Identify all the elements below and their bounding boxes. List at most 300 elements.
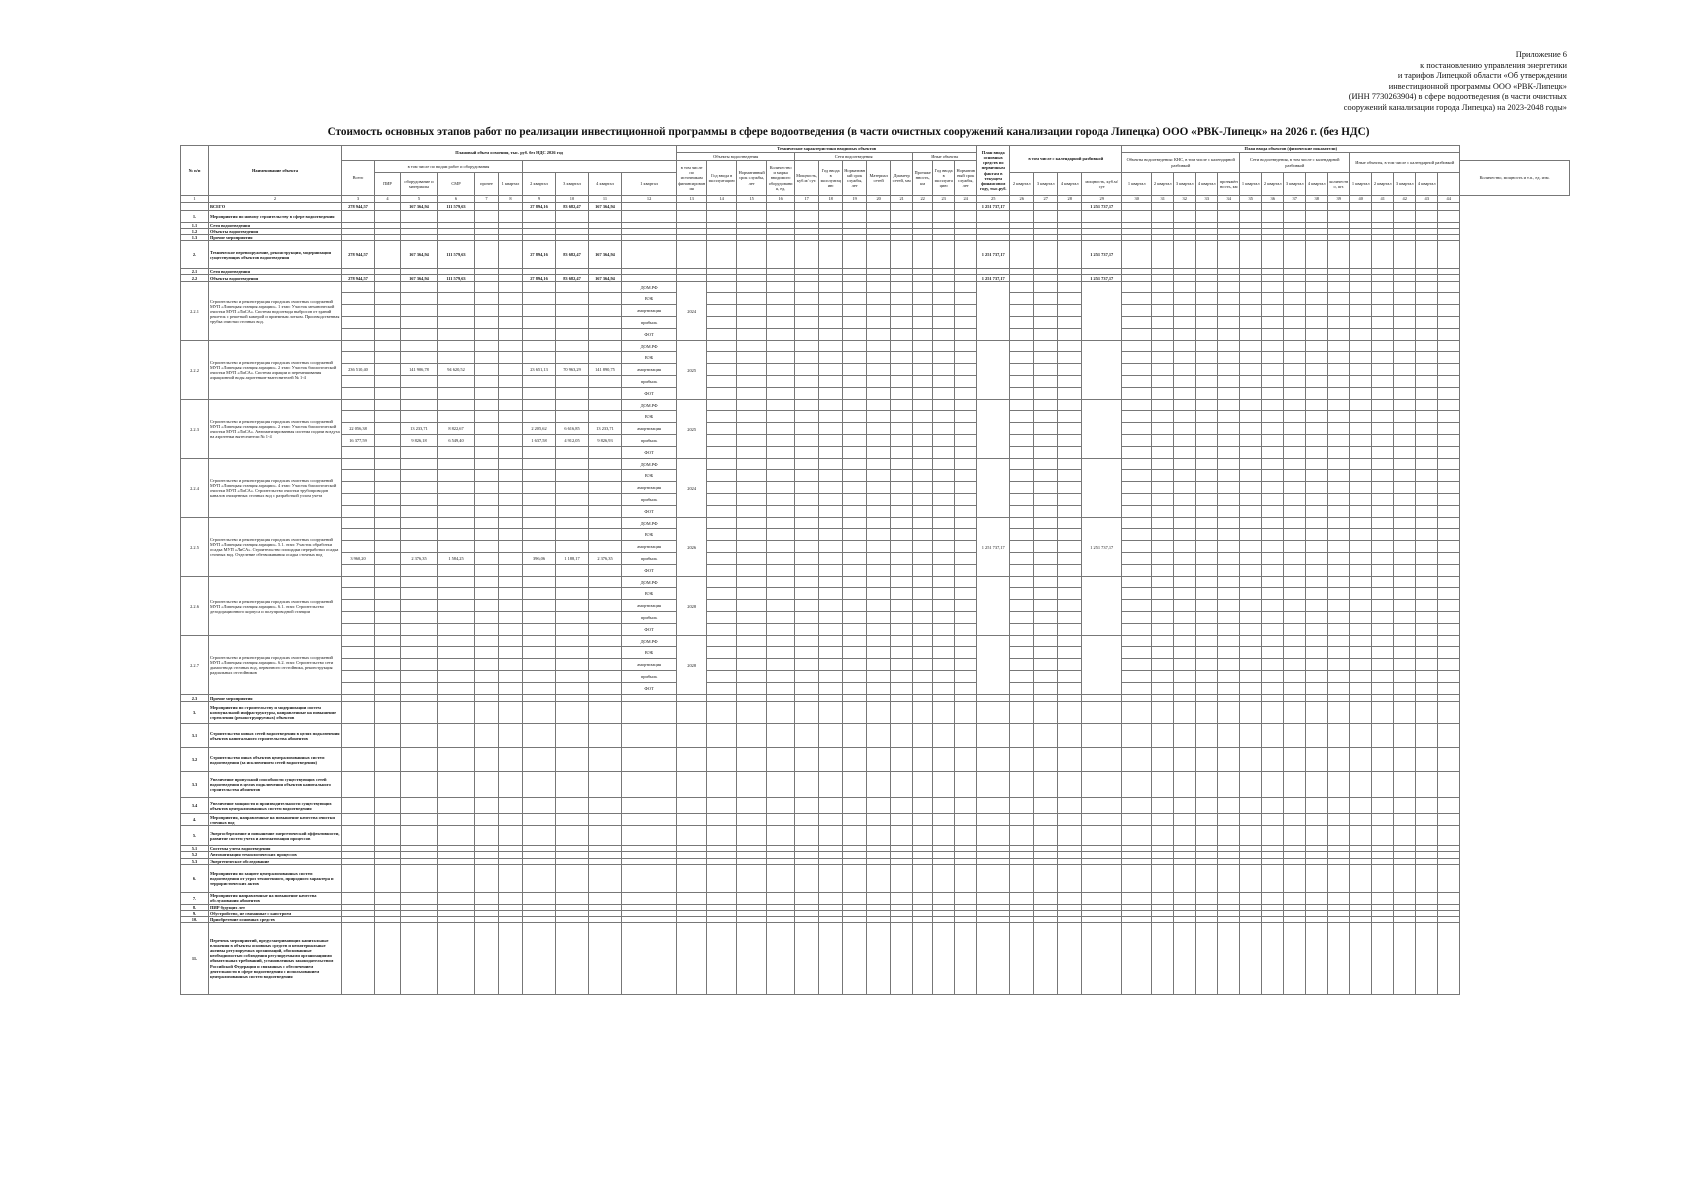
table-cell (475, 636, 499, 647)
table-cell (523, 724, 556, 748)
table-cell (401, 541, 438, 553)
table-cell (913, 482, 933, 494)
table-cell (1372, 772, 1394, 798)
table-cell (589, 612, 622, 624)
table-cell (499, 275, 523, 282)
table-cell (1328, 864, 1350, 892)
table-cell (1394, 541, 1416, 553)
table-cell (1284, 553, 1306, 565)
table-cell (1152, 364, 1174, 376)
table-cell (1034, 724, 1058, 748)
table-cell (1196, 659, 1218, 671)
source-label: амортизация (622, 423, 677, 435)
value-q4p: 1 251 737,17 (1082, 203, 1122, 211)
table-cell (475, 864, 499, 892)
table-cell (1438, 341, 1460, 352)
table-cell (977, 577, 1010, 636)
table-cell (438, 341, 475, 352)
table-cell (933, 647, 955, 659)
table-cell (1328, 624, 1350, 636)
table-cell (955, 798, 977, 814)
table-cell (1010, 293, 1034, 305)
value-total: 278 944,57 (342, 203, 375, 211)
table-cell (1034, 435, 1058, 447)
table-cell (1240, 494, 1262, 506)
table-cell (1394, 423, 1416, 435)
table-cell (955, 624, 977, 636)
table-cell (401, 282, 438, 293)
table-cell (1306, 482, 1328, 494)
table-cell (1174, 748, 1196, 772)
table-cell (1284, 922, 1306, 994)
table-cell (1058, 352, 1082, 364)
table-cell (375, 364, 401, 376)
table-cell (1284, 798, 1306, 814)
table-cell (737, 364, 767, 376)
table-cell (1034, 423, 1058, 435)
row-number: 1.3 (181, 235, 209, 241)
table-cell (1174, 553, 1196, 565)
table-cell (955, 241, 977, 269)
table-cell (891, 922, 913, 994)
table-cell (1394, 275, 1416, 282)
table-cell (1034, 636, 1058, 647)
table-cell (1372, 588, 1394, 600)
source-label: амортизация (622, 659, 677, 671)
table-cell (475, 565, 499, 577)
table-cell (499, 459, 523, 470)
table-cell (622, 241, 677, 269)
table-cell (1306, 600, 1328, 612)
table-cell (933, 203, 955, 211)
object-number: 2.2.4 (181, 459, 209, 518)
table-cell (1174, 293, 1196, 305)
table-cell (795, 702, 819, 724)
table-cell (342, 826, 375, 846)
table-cell (1152, 435, 1174, 447)
table-cell (1394, 647, 1416, 659)
table-cell (1262, 892, 1284, 904)
table-cell (1010, 577, 1034, 588)
row-number: 2.2 (181, 275, 209, 282)
table-cell (401, 317, 438, 329)
table-cell (1058, 529, 1082, 541)
table-cell (1152, 447, 1174, 459)
object-source-row (181, 636, 1570, 647)
table-cell (375, 275, 401, 282)
table-cell (913, 612, 933, 624)
table-cell (1218, 364, 1240, 376)
table-cell (475, 329, 499, 341)
table-cell (1262, 459, 1284, 470)
object-source-row (181, 282, 1570, 293)
table-cell (1174, 459, 1196, 470)
table-cell (1122, 329, 1152, 341)
table-cell (843, 724, 867, 748)
table-cell (955, 482, 977, 494)
table-cell (1034, 376, 1058, 388)
value-smr: 111 579,63 (438, 203, 475, 211)
table-cell (843, 600, 867, 612)
table-cell (955, 388, 977, 400)
table-cell (1438, 624, 1460, 636)
table-cell (933, 683, 955, 695)
object-name: Строительство и реконструкция городских очистных сооружений МУП «Липецкая станция аэрации». 1 этап: Участок механической очистки МУП «ЛиСА». Система водоотвода выбросов от зданий решеток с решеткой камерой и приемным лотком. Производственная трубка очистки сточных вод. (209, 282, 342, 341)
table-cell (1372, 506, 1394, 518)
table-cell (891, 814, 913, 826)
table-cell (499, 864, 523, 892)
object-source-row (181, 341, 1570, 352)
table-cell (955, 772, 977, 798)
table-cell (1174, 636, 1196, 647)
table-cell (795, 565, 819, 577)
row-name: Автоматизация технологических процессов (209, 852, 342, 858)
table-cell (523, 826, 556, 846)
table-cell (1152, 588, 1174, 600)
table-cell (955, 922, 977, 994)
table-cell (707, 702, 737, 724)
table-cell (1372, 671, 1394, 683)
header-smr: СМР (438, 173, 475, 196)
table-cell (1328, 695, 1350, 702)
table-cell (1010, 612, 1034, 624)
table-cell (499, 577, 523, 588)
table-cell (523, 293, 556, 305)
table-cell (342, 798, 375, 814)
table-cell (1350, 612, 1372, 624)
table-cell (1010, 553, 1034, 565)
table-cell (1372, 659, 1394, 671)
table-cell (556, 494, 589, 506)
table-cell (955, 864, 977, 892)
table-cell (1218, 317, 1240, 329)
table-cell (1284, 565, 1306, 577)
object-source-row (181, 600, 1570, 612)
table-cell (375, 553, 401, 565)
table-cell (1394, 241, 1416, 269)
table-cell (438, 411, 475, 423)
table-cell (375, 565, 401, 577)
table-cell (1240, 624, 1262, 636)
table-cell (589, 317, 622, 329)
object-year: 2026 (677, 518, 707, 577)
table-cell (1306, 683, 1328, 695)
table-cell (438, 211, 475, 223)
table-cell (737, 241, 767, 269)
table-cell (933, 624, 955, 636)
object-number: 2.2.3 (181, 400, 209, 459)
table-cell (1262, 588, 1284, 600)
table-cell (1010, 748, 1034, 772)
table-cell (1196, 506, 1218, 518)
table-cell (1438, 553, 1460, 565)
table-cell (1416, 636, 1438, 647)
table-cell (1082, 400, 1122, 459)
table-cell (1262, 798, 1284, 814)
table-cell (1240, 553, 1262, 565)
table-cell (933, 293, 955, 305)
table-cell (1438, 482, 1460, 494)
table-cell (1122, 814, 1152, 826)
table-cell (1284, 211, 1306, 223)
table-cell (1218, 341, 1240, 352)
table-cell (913, 600, 933, 612)
table-cell (1262, 376, 1284, 388)
table-cell (913, 282, 933, 293)
table-cell (1306, 506, 1328, 518)
table-cell (891, 636, 913, 647)
table-cell (1372, 388, 1394, 400)
row-name: Увеличение мощности и производительности существующих объектов централизованных систем водоотведения (209, 798, 342, 814)
table-cell (1306, 695, 1328, 702)
table-cell (1438, 659, 1460, 671)
header-plan-q3: 3 квартал (1034, 173, 1058, 196)
table-cell (1218, 624, 1240, 636)
table-row (181, 922, 1570, 994)
table-cell (499, 624, 523, 636)
value-q2: 27 894,16 (523, 275, 556, 282)
table-cell (401, 798, 438, 814)
row-name: Сети водоотведения (209, 269, 342, 275)
table-cell (795, 612, 819, 624)
table-cell (737, 275, 767, 282)
table-cell (767, 659, 795, 671)
table-cell (1196, 647, 1218, 659)
table-cell (1306, 435, 1328, 447)
table-cell (499, 636, 523, 647)
table-cell (622, 724, 677, 748)
table-cell (1010, 241, 1034, 269)
table-cell (1174, 341, 1196, 352)
table-cell (819, 529, 843, 541)
table-cell (1372, 305, 1394, 317)
table-cell (933, 565, 955, 577)
table-cell (913, 541, 933, 553)
table-cell (977, 826, 1010, 846)
table-cell (707, 683, 737, 695)
table-cell (1416, 724, 1438, 748)
source-label: амортизация (622, 364, 677, 376)
table-cell (589, 772, 622, 798)
table-cell (891, 470, 913, 482)
table-cell (1328, 553, 1350, 565)
table-cell (867, 317, 891, 329)
table-cell (867, 772, 891, 798)
table-cell (737, 211, 767, 223)
table-cell (955, 565, 977, 577)
table-cell (1196, 211, 1218, 223)
table-cell (891, 864, 913, 892)
table-cell (401, 411, 438, 423)
table-cell (1174, 482, 1196, 494)
table-cell (499, 352, 523, 364)
table-cell (589, 695, 622, 702)
table-cell (475, 922, 499, 994)
table-cell (1240, 695, 1262, 702)
table-cell (1034, 275, 1058, 282)
table-cell (737, 482, 767, 494)
object-source-row (181, 553, 1570, 565)
table-cell (1196, 529, 1218, 541)
column-number: 16 (767, 196, 795, 203)
header-incl-quarters: в том числе с календарной разбивкой (1010, 146, 1122, 173)
header-sources: в том числе по источникам финансирования (677, 161, 707, 196)
table-cell (1240, 447, 1262, 459)
table-cell (1174, 364, 1196, 376)
table-cell (867, 565, 891, 577)
table-cell (707, 600, 737, 612)
table-cell (707, 400, 737, 411)
table-cell (1010, 400, 1034, 411)
table-cell (767, 400, 795, 411)
table-cell (438, 529, 475, 541)
table-cell (1240, 864, 1262, 892)
table-cell (1196, 435, 1218, 447)
table-cell (1082, 814, 1122, 826)
table-cell (1174, 376, 1196, 388)
table-cell (1174, 826, 1196, 846)
table-cell (1082, 826, 1122, 846)
table-cell (499, 411, 523, 423)
table-cell (891, 659, 913, 671)
table-cell (819, 647, 843, 659)
table-cell (1122, 600, 1152, 612)
table-cell (891, 423, 913, 435)
table-cell (1438, 612, 1460, 624)
table-cell (475, 659, 499, 671)
table-cell (1416, 317, 1438, 329)
header-plan-q1: 1 квартал (622, 173, 677, 196)
table-cell (475, 826, 499, 846)
table-cell (1328, 317, 1350, 329)
table-cell (819, 671, 843, 683)
table-cell (499, 702, 523, 724)
table-cell (1284, 647, 1306, 659)
table-cell (913, 305, 933, 317)
table-cell (1306, 518, 1328, 529)
table-cell (1218, 529, 1240, 541)
table-cell (819, 494, 843, 506)
table-cell (1438, 864, 1460, 892)
table-cell (1034, 695, 1058, 702)
table-cell (1284, 659, 1306, 671)
table-cell (499, 282, 523, 293)
table-cell (1010, 423, 1034, 435)
value-equip: 167 364,94 (401, 203, 438, 211)
table-cell (1416, 293, 1438, 305)
table-cell (1082, 864, 1122, 892)
table-cell (707, 447, 737, 459)
table-cell (1350, 671, 1372, 683)
table-cell (867, 203, 891, 211)
column-number: 44 (1438, 196, 1460, 203)
table-cell (589, 636, 622, 647)
table-cell (891, 647, 913, 659)
table-cell (1010, 518, 1034, 529)
table-cell (375, 798, 401, 814)
table-cell (438, 671, 475, 683)
table-cell (1350, 459, 1372, 470)
table-cell (819, 695, 843, 702)
table-cell (1034, 529, 1058, 541)
table-cell (795, 814, 819, 826)
table-cell (523, 798, 556, 814)
table-cell (475, 612, 499, 624)
table-cell (1196, 411, 1218, 423)
table-cell (707, 565, 737, 577)
table-cell (523, 695, 556, 702)
table-cell (913, 494, 933, 506)
header-q3: 3 квартал (556, 173, 589, 196)
table-cell (1416, 470, 1438, 482)
header-oth-year: Год ввода в эксплуатацию (933, 161, 955, 196)
table-cell (1350, 724, 1372, 748)
table-cell (401, 518, 438, 529)
table-cell (707, 541, 737, 553)
table-cell (1240, 376, 1262, 388)
table-cell (1058, 577, 1082, 588)
table-cell (1284, 864, 1306, 892)
table-cell (375, 748, 401, 772)
table-cell (737, 553, 767, 565)
table-cell (1240, 400, 1262, 411)
table-cell (556, 447, 589, 459)
table-cell (1174, 588, 1196, 600)
table-cell (1196, 447, 1218, 459)
table-cell (1350, 388, 1372, 400)
table-cell (475, 411, 499, 423)
table-cell (891, 341, 913, 352)
table-cell (677, 826, 707, 846)
object-number: 2.2.7 (181, 636, 209, 695)
table-cell (499, 922, 523, 994)
table-cell (1328, 470, 1350, 482)
object-value: 396,06 (523, 553, 556, 565)
table-cell (1058, 748, 1082, 772)
table-cell (1284, 282, 1306, 293)
table-cell (401, 588, 438, 600)
table-cell (707, 671, 737, 683)
table-cell (867, 506, 891, 518)
table-cell (1438, 275, 1460, 282)
header-pobj-net: Сети водоотведения, в том числе с календарной разбивкой (1240, 153, 1350, 173)
table-cell (401, 459, 438, 470)
table-cell (1058, 772, 1082, 798)
table-cell (438, 892, 475, 904)
object-source-row (181, 329, 1570, 341)
row-number: 1. (181, 211, 209, 223)
table-cell (1394, 329, 1416, 341)
table-cell (1438, 376, 1460, 388)
table-cell (375, 695, 401, 702)
table-cell (1218, 864, 1240, 892)
table-cell (401, 494, 438, 506)
table-cell (767, 671, 795, 683)
table-cell (1328, 282, 1350, 293)
table-cell (589, 388, 622, 400)
table-cell (891, 541, 913, 553)
table-cell (1174, 922, 1196, 994)
table-cell (1196, 624, 1218, 636)
table-cell (1152, 683, 1174, 695)
column-number: 32 (1174, 196, 1196, 203)
table-cell (1394, 352, 1416, 364)
table-cell (1262, 241, 1284, 269)
table-cell (1306, 352, 1328, 364)
table-cell (1034, 864, 1058, 892)
table-cell (1122, 376, 1152, 388)
table-cell (707, 282, 737, 293)
